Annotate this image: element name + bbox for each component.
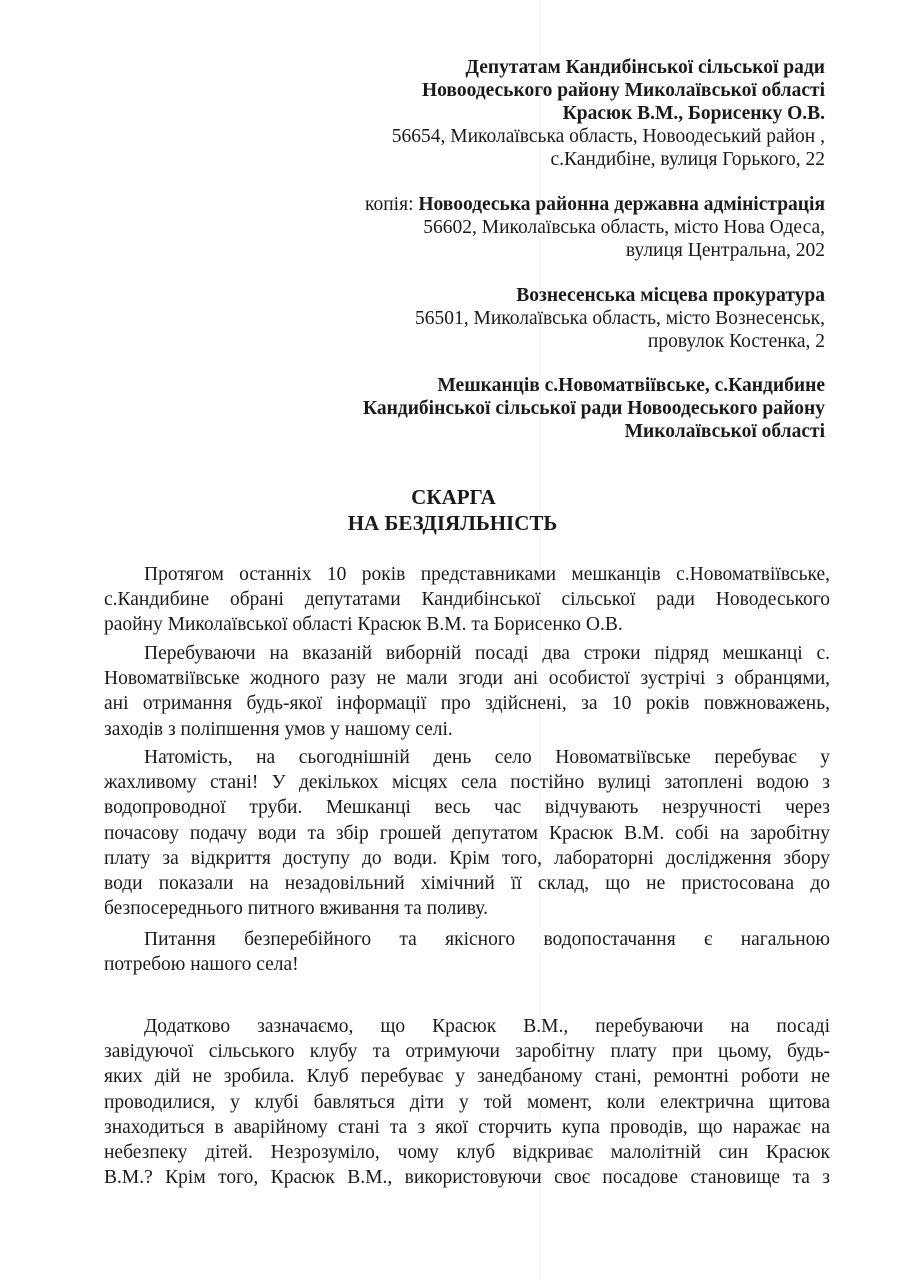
paragraph-line: Питання безперебійного та якісного водопостачання є нагальною xyxy=(144,929,830,950)
paragraph-line: водопроводної труби. Мешканці весь час відчувають незручності через xyxy=(104,797,830,819)
copy-prefix: копія: xyxy=(365,194,419,215)
paragraph-line: В.М.? Крім того, Красюк В.М., використовуючи своє посадове становище та з xyxy=(104,1167,830,1189)
paragraph-line: Новоматвіївське жодного разу не мали згоди ані особистої зустрічі з обранцями, xyxy=(104,668,830,690)
recipient-line: Новоодеського району Миколаївської області xyxy=(422,80,825,101)
paragraph-line: потребою нашого села! xyxy=(104,954,299,976)
paragraph-line: раойну Миколаївської області Красюк В.М. та Борисенко О.В. xyxy=(104,614,623,636)
paragraph-line: Протягом останніх 10 років представниками мешканців с.Новоматвіївське, xyxy=(144,564,830,585)
sender-block xyxy=(363,374,825,443)
paragraph-line: ані отримання будь-якої інформації про здійснені, за 10 років повжноважень, xyxy=(104,693,830,715)
paragraph-line: Додатково зазначаємо, що Красюк В.М., перебуваючи на посаді xyxy=(144,1016,830,1037)
paragraph-line: жахливому стані! У декількох місцях села постійно вулиці затоплені водою з xyxy=(104,772,830,794)
recipient-prosecutor-block xyxy=(415,284,825,353)
paragraph-1 xyxy=(104,562,830,638)
prosecutor-name: Вознесенська місцева прокуратура xyxy=(516,285,825,306)
sender-line: Миколаївської області xyxy=(624,421,825,442)
paragraph-line: Натомість, на сьогоднішній день село Новоматвіївське перебуває у xyxy=(144,747,830,768)
paragraph-5 xyxy=(104,1014,830,1190)
recipient-copy-block xyxy=(365,193,825,262)
title-line-1: СКАРГА xyxy=(411,485,496,509)
paragraph-line: плату за відкриття доступу до води. Крім того, лабораторні дослідження збору xyxy=(104,847,830,869)
paragraph-line: почасову подачу води та збір грошей депутатом Красюк В.М. собі на заробітну xyxy=(104,822,830,844)
paragraph-line: завідуючої сільського клубу та отримуючи заробітну плату при цьому, будь- xyxy=(104,1041,830,1063)
paragraph-2 xyxy=(104,641,830,742)
recipient-address-line: с.Кандибіне, вулиця Горького, 22 xyxy=(550,149,825,170)
paragraph-line: небезпеку дітей. Незрозуміло, чому клуб відкриває малолітній син Красюк xyxy=(104,1142,830,1164)
document-title xyxy=(0,484,905,536)
title-line-2: НА БЕЗДІЯЛЬНІСТЬ xyxy=(347,511,558,535)
sender-line: Мешканців с.Новоматвіївське, с.Кандибине xyxy=(437,375,825,396)
paragraph-line: Перебуваючи на вказаній виборній посаді два строки підряд мешканці с. xyxy=(144,643,830,664)
paragraph-line: проводилися, у клубі бавляться діти у той момент, коли електрична щитова xyxy=(104,1091,830,1113)
recipient-address-line: 56654, Миколаївська область, Новоодеський район , xyxy=(391,126,825,147)
copy-recipient-line xyxy=(365,193,825,216)
copy-address-line: 56602, Миколаївська область, місто Нова Одеса, xyxy=(423,217,825,238)
paragraph-line: с.Кандибине обрані депутатами Кандибінської сільської ради Новодеського xyxy=(104,589,830,611)
paragraph-line: яких дій не зробила. Клуб перебуває у занедбаному стані, ремонтні роботи не xyxy=(104,1066,830,1088)
copy-recipient-name: Новоодеська районна державна адміністрація xyxy=(418,194,825,215)
recipient-primary-block xyxy=(392,56,825,171)
sender-line: Кандибінської сільської ради Новоодеського району xyxy=(362,398,825,419)
prosecutor-address-line: 56501, Миколаївська область, місто Вознесенськ, xyxy=(414,308,825,329)
paragraph-line: води показали на незадовільний хімічний її склад, що не пристосована до xyxy=(104,873,830,895)
paragraph-line: заходів з поліпшення умов у нашому селі. xyxy=(104,718,453,740)
paragraph-3 xyxy=(104,745,830,921)
copy-address-line: вулиця Центральна, 202 xyxy=(625,240,825,261)
prosecutor-address-line: провулок Костенка, 2 xyxy=(647,331,825,352)
paragraph-4 xyxy=(104,927,830,977)
paragraph-line: знаходиться в аварійному стані та з якої сторчить купа проводів, що наражає на xyxy=(104,1116,830,1138)
recipient-line: Красюк В.М., Борисенку О.В. xyxy=(562,103,825,124)
recipient-line: Депутатам Кандибінської сільської ради xyxy=(465,57,825,78)
paragraph-line: безпосереднього питного вживання та поливу. xyxy=(104,898,488,920)
